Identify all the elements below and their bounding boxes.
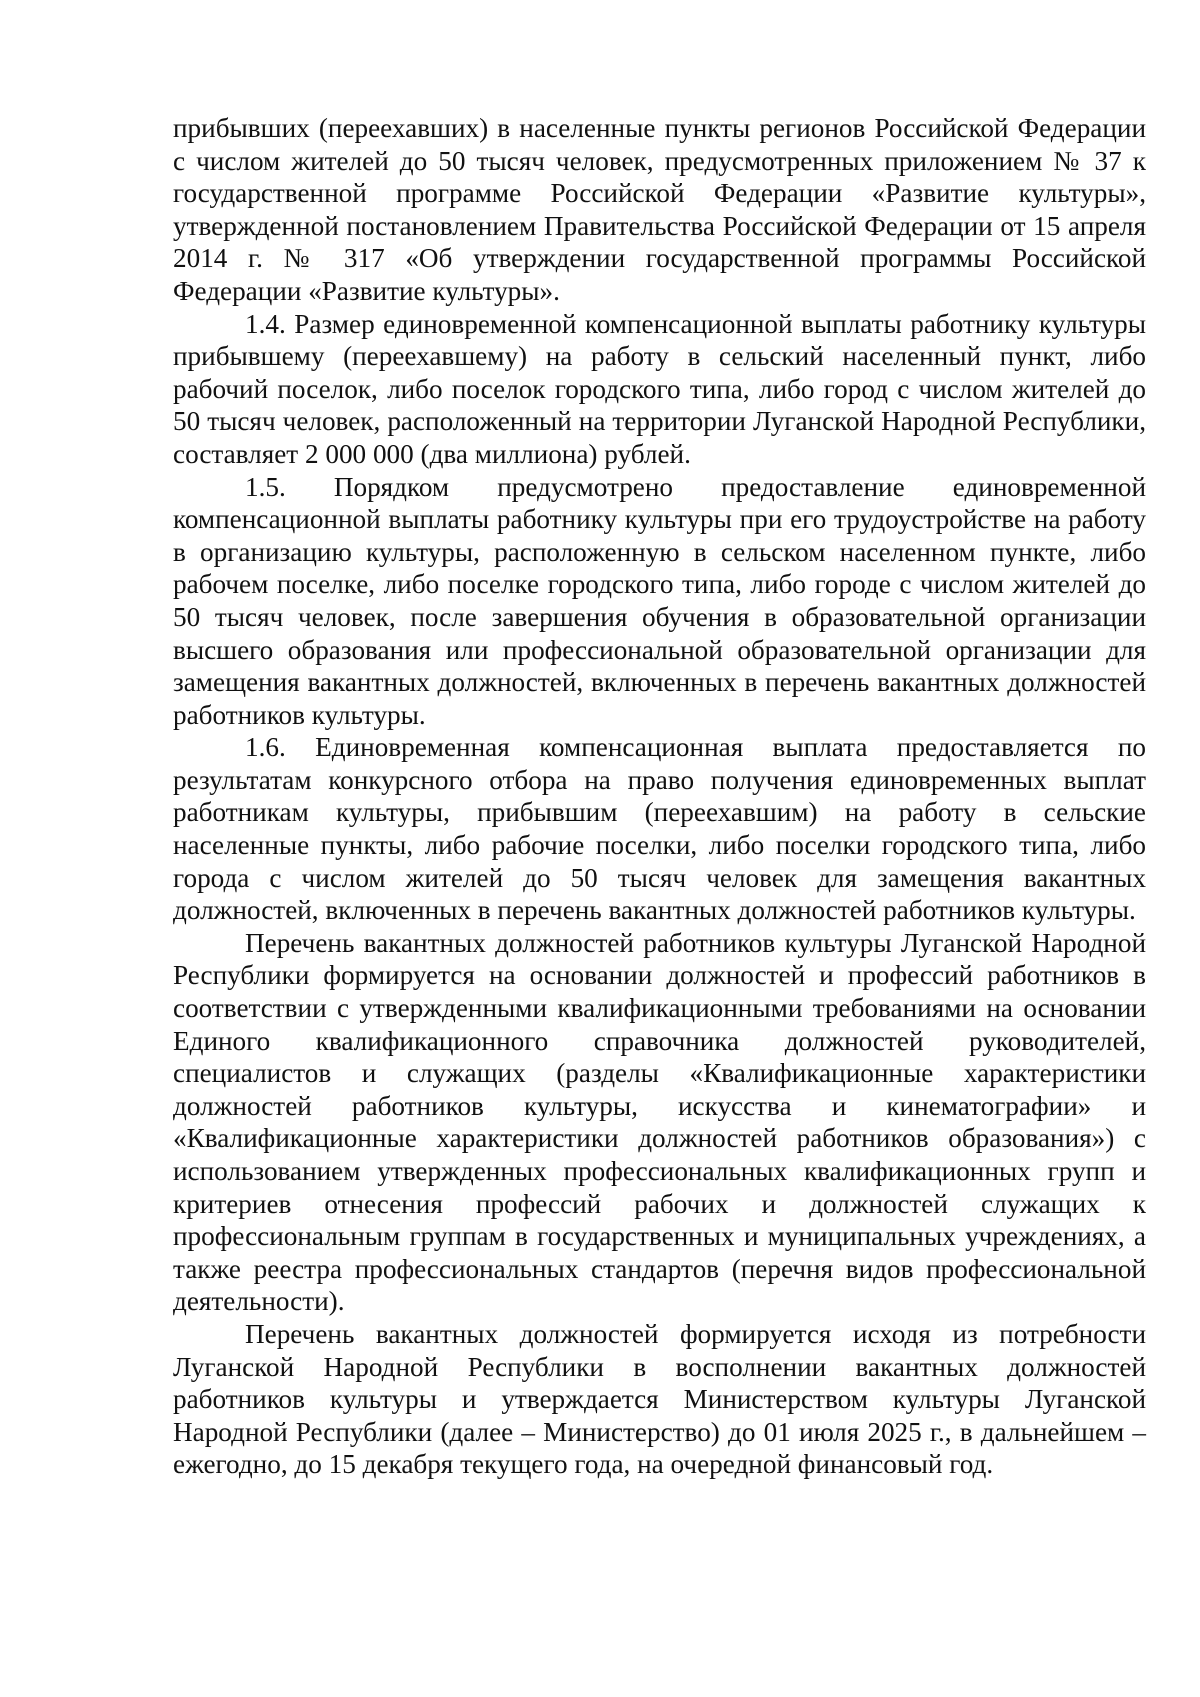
paragraph-vacancy-list [173, 927, 1146, 1318]
paragraph-text: Единовременная компенсационная выплата предоставляется по результатам конкурсного отбора на право получения единовременных выплат работникам культуры, прибывшим (переехавшим) на работу в сельские населенные пункты, либо рабочие поселки, либо поселки городского типа, либо города с числом жителей до 50 тысяч человек для замещения вакантных должностей, включенных в перечень вакантных должностей работников культуры. [173, 732, 1146, 926]
paragraph-number: 1.4. [245, 308, 286, 339]
paragraph-1-5 [173, 471, 1146, 732]
paragraph-number: 1.6. [245, 732, 286, 763]
paragraph-text: прибывших (переехавших) в населенные пункты регионов Российской Федерации с числом жителей до 50 тысяч человек, предусмотренных приложением № 37 к государственной программе Российской Федерации «Развитие культуры», утвержденной постановлением Правительства Российской Федерации от 15 апреля 2014 г. № 317 «Об утверждении государственной программы Российской Федерации «Развитие культуры». [173, 113, 1146, 306]
paragraph-number: 1.5. [245, 471, 286, 502]
paragraph-text: Размер единовременной компенсационной выплаты работнику культуры прибывшему (переехавшему) на работу в сельский населенный пункт, либо рабочий поселок, либо поселок городского типа, либо город с числом жителей до 50 тысяч человек, расположенный на территории Луганской Народной Республики, составляет 2 000 000 (два миллиона) рублей. [173, 308, 1146, 469]
paragraph-1-4 [173, 308, 1146, 471]
paragraph-vacancy-approval [173, 1318, 1146, 1481]
paragraph-1-6 [173, 731, 1146, 927]
document-body [173, 112, 1146, 1481]
paragraph-continuation [173, 112, 1146, 308]
paragraph-text: Перечень вакантных должностей формируется исходя из потребности Луганской Народной Республики в восполнении вакантных должностей работников культуры и утверждается Министерством культуры Луганской Народной Республики (далее – Министерство) до 01 июля 2025 г., в дальнейшем – ежегодно, до 15 декабря текущего года, на очередной финансовый год. [173, 1318, 1146, 1480]
paragraph-text: Порядком предусмотрено предоставление единовременной компенсационной выплаты работнику культуры при его трудоустройстве на работу в организацию культуры, расположенную в сельском населенном пункте, либо рабочем поселке, либо поселке городского типа, либо городе с числом жителей до 50 тысяч человек, после завершения обучения в образовательной организации высшего образования или профессиональной образовательной организации для замещения вакантных должностей, включенных в перечень вакантных должностей работников культуры. [173, 471, 1146, 730]
paragraph-text: Перечень вакантных должностей работников культуры Луганской Народной Республики формируется на основании должностей и профессий работников в соответствии с утвержденными квалификационными требованиями на основании Единого квалификационного справочника должностей руководителей, специалистов и служащих (разделы «Квалификационные характеристики должностей работников культуры, искусства и кинематографии» и «Квалификационные характеристики должностей работников образования») с использованием утвержденных профессиональных квалификационных групп и критериев отнесения профессий рабочих и должностей служащих к профессиональным группам в государственных и муниципальных учреждениях, а также реестра профессиональных стандартов (перечня видов профессиональной деятельности). [173, 927, 1146, 1317]
